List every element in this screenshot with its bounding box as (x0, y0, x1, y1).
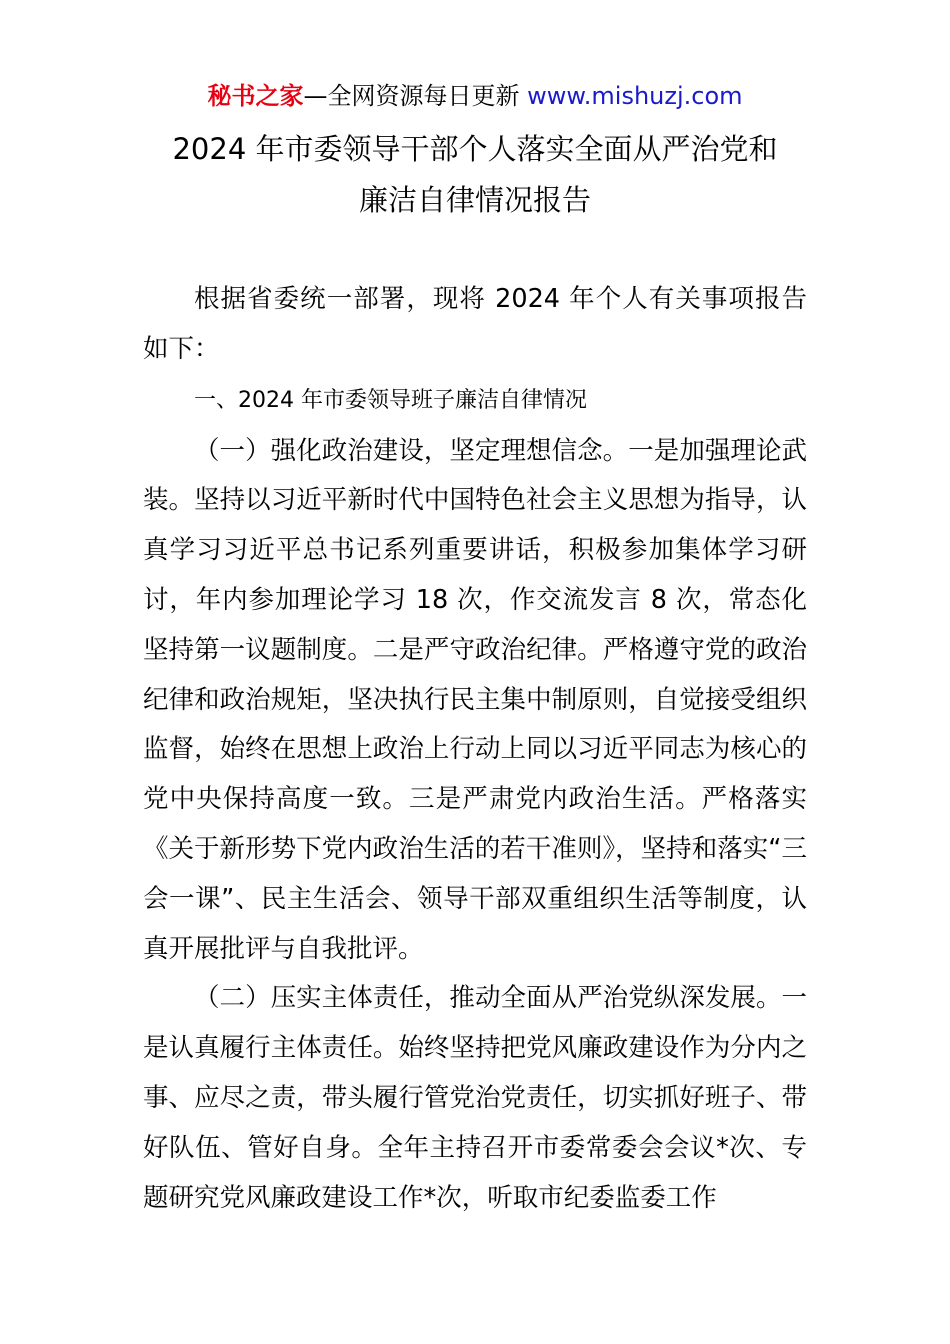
title-line-2: 廉洁自律情况报告 (358, 183, 591, 217)
body-paragraph: （一）强化政治建设，坚定理想信念。一是加强理论武装。坚持以习近平新时代中国特色社会主义思想为指导，认真学习习近平总书记系列重要讲话，积极参加集体学习研讨，年内参加理论学习 18 次，作交流发言 8 次，常态化坚持第一议题制度。二是严守政治纪律。严格遵守党的政治纪律和政治规矩，坚决执行民主集中制原则，自觉接受组织监督，始终在思想上政治上行动上同以习近平同志为核心的党中央保持高度一致。三是严肃党内政治生活。严格落实《关于新形势下党内政治生活的若干准则》，坚持和落实“三会一课”、民主生活会、领导干部双重组织生活等制度，认真开展批评与自我批评。 (143, 435, 807, 964)
site-brand: 秘书之家 (207, 82, 304, 110)
document-body (143, 275, 807, 1223)
site-header (0, 78, 950, 114)
body-paragraph: （二）压实主体责任，推动全面从严治党纵深发展。一是认真履行主体责任。始终坚持把党风廉政建设作为分内之事、应尽之责，带头履行管党治党责任，切实抓好班子、带好队伍、管好自身。全年主持召开市委常委会会议*次、专题研究党风廉政建设工作*次，听取市纪委监委工作 (143, 983, 807, 1213)
document-title (0, 124, 950, 226)
intro-paragraph: 根据省委统一部署，现将 2024 年个人有关事项报告如下： (143, 284, 807, 364)
title-line-1: 2024 年市委领导干部个人落实全面从严治党和 (172, 132, 778, 166)
section-heading: 一、2024 年市委领导班子廉洁自律情况 (194, 387, 587, 413)
site-url-link[interactable]: www.mishuzj.com (527, 82, 743, 110)
site-tagline: —全网资源每日更新 (303, 82, 528, 110)
